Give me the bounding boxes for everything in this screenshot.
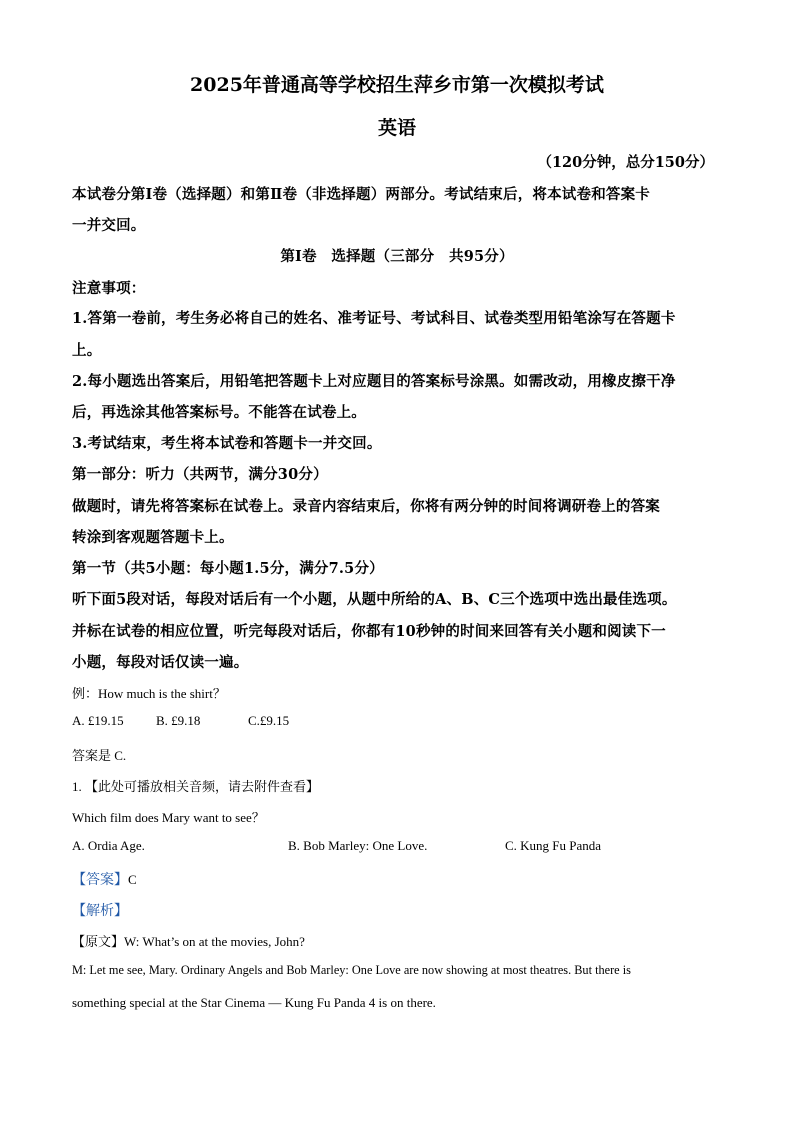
- example-answer: 答案是 C.: [72, 748, 127, 763]
- notes-heading: 注意事项：: [72, 280, 146, 297]
- answer-tag: 【答案】: [72, 872, 128, 888]
- audio-note: 【此处可播放相关音频，请去附件查看】: [85, 779, 320, 794]
- listening-desc-line-1: 做题时，请先将答案标在试卷上。录音内容结束后，你将有两分钟的时间将调研卷上的答案: [72, 498, 660, 515]
- answer-value: C: [128, 872, 137, 887]
- note-1-line-1: 1.答第一卷前，考生务必将自己的姓名、准考证号、考试科目、试卷类型用铅笔涂写在答题卡: [72, 310, 676, 327]
- page-title: 2025年普通高等学校招生萍乡市第一次模拟考试: [190, 74, 604, 96]
- note-2-line-2: 后，再选涂其他答案标号。不能答在试卷上。: [72, 404, 366, 421]
- note-1-line-2: 上。: [72, 342, 102, 359]
- q1-original-w: [72, 931, 305, 950]
- q1-option-c: C. Kung Fu Panda: [505, 838, 602, 853]
- analysis-tag: 【解析】: [72, 903, 128, 919]
- q1-number: 1.: [72, 779, 85, 794]
- q1-option-a: A. Ordia Age.: [72, 838, 145, 853]
- q1-option-b: B. Bob Marley: One Love.: [288, 838, 428, 853]
- note-3: 3.考试结束，考生将本试卷和答题卡一并交回。: [72, 435, 382, 452]
- exam-meta: （120分钟，总分150分）: [537, 154, 714, 171]
- example-option-a: A. £19.15: [72, 713, 124, 728]
- listening-heading: 第一部分：听力（共两节，满分30分）: [72, 466, 328, 483]
- intro-line-2: 一并交回。: [72, 217, 146, 234]
- q1-analysis: [72, 900, 128, 920]
- example-question: 例：How much is the shirt？: [72, 686, 226, 701]
- instructions-line-2: 并标在试卷的相应位置，听完每段对话后，你都有10秒钟的时间来回答有关小题和阅读下一: [72, 623, 666, 640]
- original-w-text: W: What’s on at the movies, John?: [124, 934, 305, 949]
- example-option-c: C.£9.15: [248, 713, 290, 728]
- q1-answer: [72, 869, 137, 889]
- original-tag: 【原文】: [72, 934, 125, 949]
- q1-original-m-line-2: something special at the Star Cinema — Kung Fu Panda 4 is on there.: [72, 995, 436, 1010]
- q1-header: [72, 776, 319, 795]
- instructions-line-3: 小题，每段对话仅读一遍。: [72, 654, 249, 671]
- part1-heading: 第Ⅰ卷 选择题（三部分 共95分）: [280, 248, 514, 265]
- intro-line-1: 本试卷分第Ⅰ卷（选择题）和第Ⅱ卷（非选择题）两部分。考试结束后，将本试卷和答案卡: [72, 186, 650, 203]
- instructions-line-1: 听下面5段对话，每段对话后有一个小题，从题中所给的A、B、C三个选项中选出最佳选项。: [72, 591, 677, 608]
- q1-question: Which film does Mary want to see？: [72, 810, 265, 825]
- note-2-line-1: 2.每小题选出答案后，用铅笔把答题卡上对应题目的答案标号涂黑。如需改动，用橡皮擦干净: [72, 373, 676, 390]
- subject-title: 英语: [377, 117, 416, 139]
- example-option-b: B. £9.18: [156, 713, 201, 728]
- listening-desc-line-2: 转涂到客观题答题卡上。: [72, 529, 234, 546]
- section-1-heading: 第一节（共5小题：每小题1.5分，满分7.5分）: [72, 560, 384, 577]
- q1-original-m-line-1: M: Let me see, Mary. Ordinary Angels and Bob Marley: One Love are now showing at most theatres. But there is: [72, 963, 631, 977]
